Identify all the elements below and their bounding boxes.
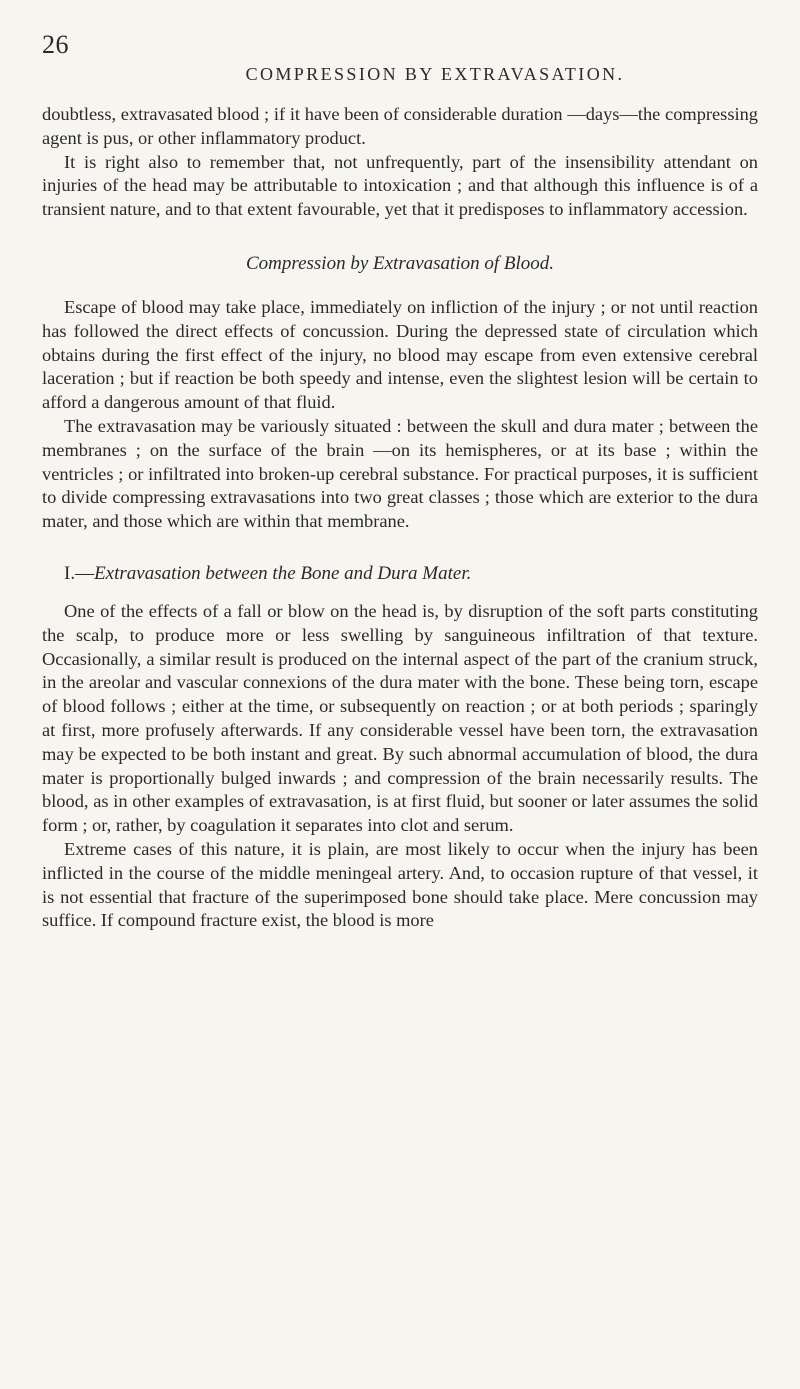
page-body: [42, 103, 758, 933]
paragraph: One of the effects of a fall or blow on the head is, by disruption of the soft parts constituting the scalp, to produce more or less swelling by sanguineous infiltration of that texture. Occasionally, a similar result is produced on the internal aspect of the part of the cranium struck, in the areolar and vascular connexions of the dura mater with the bone. These being torn, escape of blood follows ; either at the time, or subsequently on reaction ; or at both periods ; sparingly at first, more profusely afterwards. If any considerable vessel have been torn, the extravasation may be expected to be both instant and great. By such abnormal accumulation of blood, the dura mater is proportionally bulged inwards ; and compression of the brain necessarily results. The blood, as in other examples of extravasation, is at first fluid, but sooner or later assumes the solid form ; or, rather, by coagulation it separates into clot and serum.: [42, 600, 758, 836]
paragraph: It is right also to remember that, not unfrequently, part of the insensibility attendant on injuries of the head may be attributable to intoxication ; and that although this influence is of a transient nature, and to that extent favourable, yet that it predisposes to inflammatory accession.: [42, 151, 758, 220]
paragraph: doubtless, extravasated blood ; if it have been of considerable duration —days—the compressing agent is pus, or other inflammatory product.: [42, 104, 758, 148]
paragraph: The extravasation may be variously situated : between the skull and dura mater ; between the membranes ; on the surface of the brain —on its hemispheres, or at its base ; within the ventricles ; or infiltrated into broken-up cerebral substance. For practical purposes, it is sufficient to divide compressing extravasations into two great classes ; those which are exterior to the dura mater, and those which are within that membrane.: [42, 415, 758, 532]
running-head: COMPRESSION BY EXTRAVASATION.: [245, 64, 625, 84]
subsection-heading: [42, 562, 758, 586]
subsection-title: Extravasation between the Bone and Dura Mater.: [94, 562, 472, 584]
section-heading: Compression by Extravasation of Blood.: [245, 252, 555, 274]
paragraph: Extreme cases of this nature, it is plain, are most likely to occur when the injury has been inflicted in the course of the middle meningeal artery. And, to occasion rupture of that vessel, it is not essential that fracture of the superimposed bone should take place. Mere concussion may suffice. If compound fracture exist, the blood is more: [42, 838, 758, 931]
paragraph: Escape of blood may take place, immediately on infliction of the injury ; or not until reaction has followed the direct effects of concussion. During the depressed state of circulation which obtains during the first effect of the injury, no blood may escape from even extensive cerebral laceration ; but if reaction be both speedy and intense, even the slightest lesion will be certain to afford a dangerous amount of that fluid.: [42, 296, 758, 413]
subsection-number: I.—: [64, 562, 95, 584]
page-number: 26: [42, 30, 69, 59]
